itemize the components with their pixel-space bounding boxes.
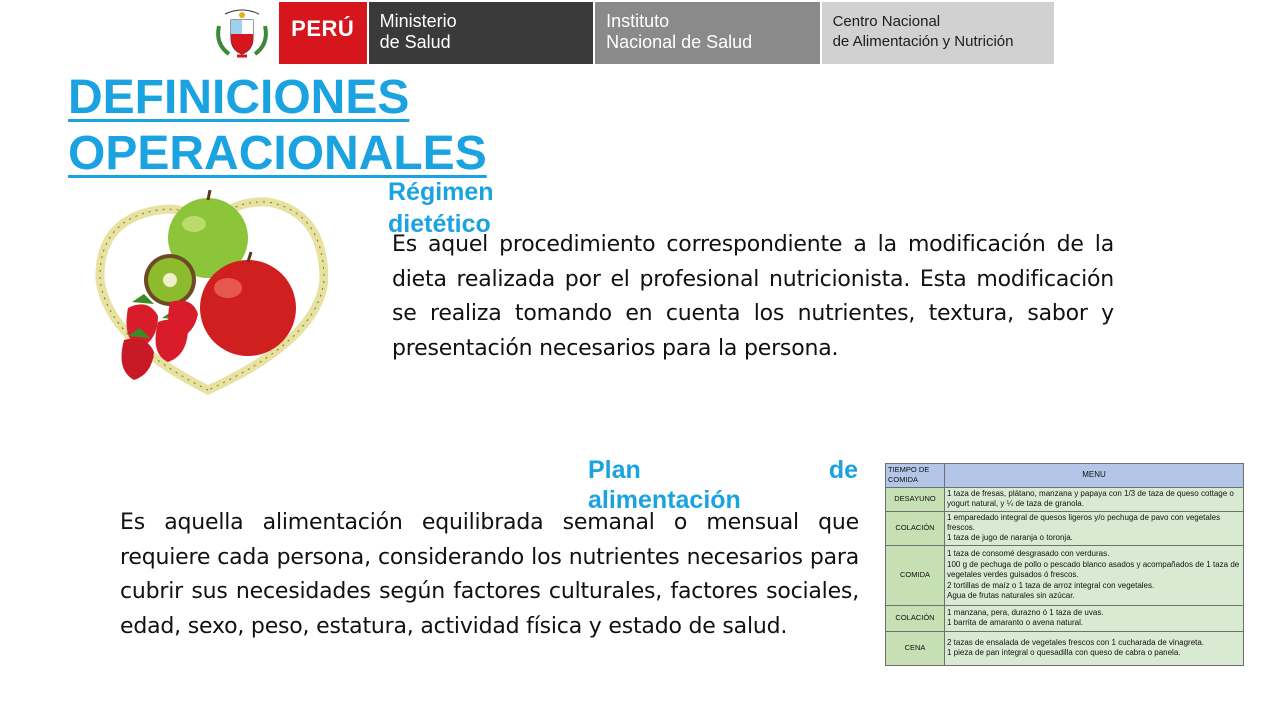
fruit-icon — [88, 190, 328, 412]
institute-logo — [593, 2, 819, 64]
table-row — [886, 631, 1244, 665]
menu-line: 2 tortillas de maíz o 1 taza de arroz integral con vegetales. — [947, 580, 1155, 590]
header-menu: MENU — [945, 464, 1244, 488]
page-title — [68, 70, 487, 182]
row-menu — [945, 631, 1244, 665]
row-time: DESAYUNO — [886, 487, 945, 511]
menu-line: 2 tazas de ensalada de vegetales frescos con 1 cucharada de vinagreta. — [947, 637, 1205, 647]
title-line-1: DEFINICIONES — [68, 71, 410, 124]
fruit-illustration — [88, 190, 328, 412]
menu-line: 1 manzana, pera, durazno ó 1 taza de uvas. — [947, 607, 1104, 617]
row-menu — [945, 605, 1244, 631]
peru-crest-icon — [211, 4, 273, 62]
ministry-label: Ministerio de Salud — [379, 11, 457, 52]
menu-line: 1 barrita de amaranto o avena natural. — [947, 618, 1084, 628]
regimen-paragraph: Es aquel procedimiento correspondiente a la modificación de la dieta realizada por el profesional nutricionista. Esta modificación se realiza tomando en cuenta los nutrientes, textura, sabor y presentación necesarios para la persona. — [392, 232, 1114, 361]
ministry-logo — [367, 2, 593, 64]
row-time: COLACIÓN — [886, 605, 945, 631]
menu-line: 1 taza de consomé desgrasado con verduras. — [947, 549, 1110, 559]
plan-heading-line-2: alimentación — [588, 486, 741, 514]
row-time: COMIDA — [886, 545, 945, 605]
regimen-heading: Régimen dietético — [388, 178, 494, 238]
table-row — [886, 545, 1244, 605]
peru-logo — [279, 2, 367, 64]
row-menu — [945, 487, 1244, 511]
row-menu — [945, 511, 1244, 545]
coat-of-arms-logo — [205, 2, 279, 64]
menu-line: 1 pieza de pan integral o quesadilla con queso de cabra o panela. — [947, 648, 1181, 658]
menu-line: 1 taza de jugo de naranja o toronja. — [947, 533, 1073, 543]
table-row — [886, 605, 1244, 631]
table-row — [886, 487, 1244, 511]
center-logo — [820, 2, 1054, 64]
menu-table — [885, 463, 1244, 666]
menu-table-header — [886, 464, 1244, 488]
header-tiempo: TIEMPO DE COMIDA — [886, 464, 945, 488]
menu-line: 1 emparedado integral de quesos ligeros y/o pechuga de pavo con vegetales frescos. — [947, 512, 1221, 533]
row-time: CENA — [886, 631, 945, 665]
peru-label: PERÚ — [291, 16, 355, 41]
row-menu — [945, 545, 1244, 605]
header-banner — [205, 2, 1054, 64]
menu-line: 1 taza de fresas, plátano, manzana y papaya con 1/3 de taza de queso cottage o yogurt natural, y ¼ de taza de granola. — [947, 488, 1234, 509]
row-time: COLACIÓN — [886, 511, 945, 545]
menu-line: Agua de frutas naturales sin azúcar. — [947, 590, 1075, 600]
table-row — [886, 511, 1244, 545]
institute-label: Instituto Nacional de Salud — [606, 11, 753, 52]
center-label: Centro Nacional de Alimentación y Nutrición — [832, 13, 1014, 50]
menu-line: 100 g de pechuga de pollo o pescado blanco asados y acompañados de 1 taza de vegetales verdes guisados ó frescos. — [947, 559, 1240, 580]
plan-heading-line-1: Plan de — [588, 456, 858, 484]
plan-paragraph: Es aquella alimentación equilibrada semanal o mensual que requiere cada persona, considerando los nutrientes necesarios para cubrir sus necesidades según factores culturales, factores sociales, edad, sexo, peso, estatura, actividad física y estado de salud. — [120, 510, 859, 639]
title-line-2: OPERACIONALES — [68, 127, 487, 180]
